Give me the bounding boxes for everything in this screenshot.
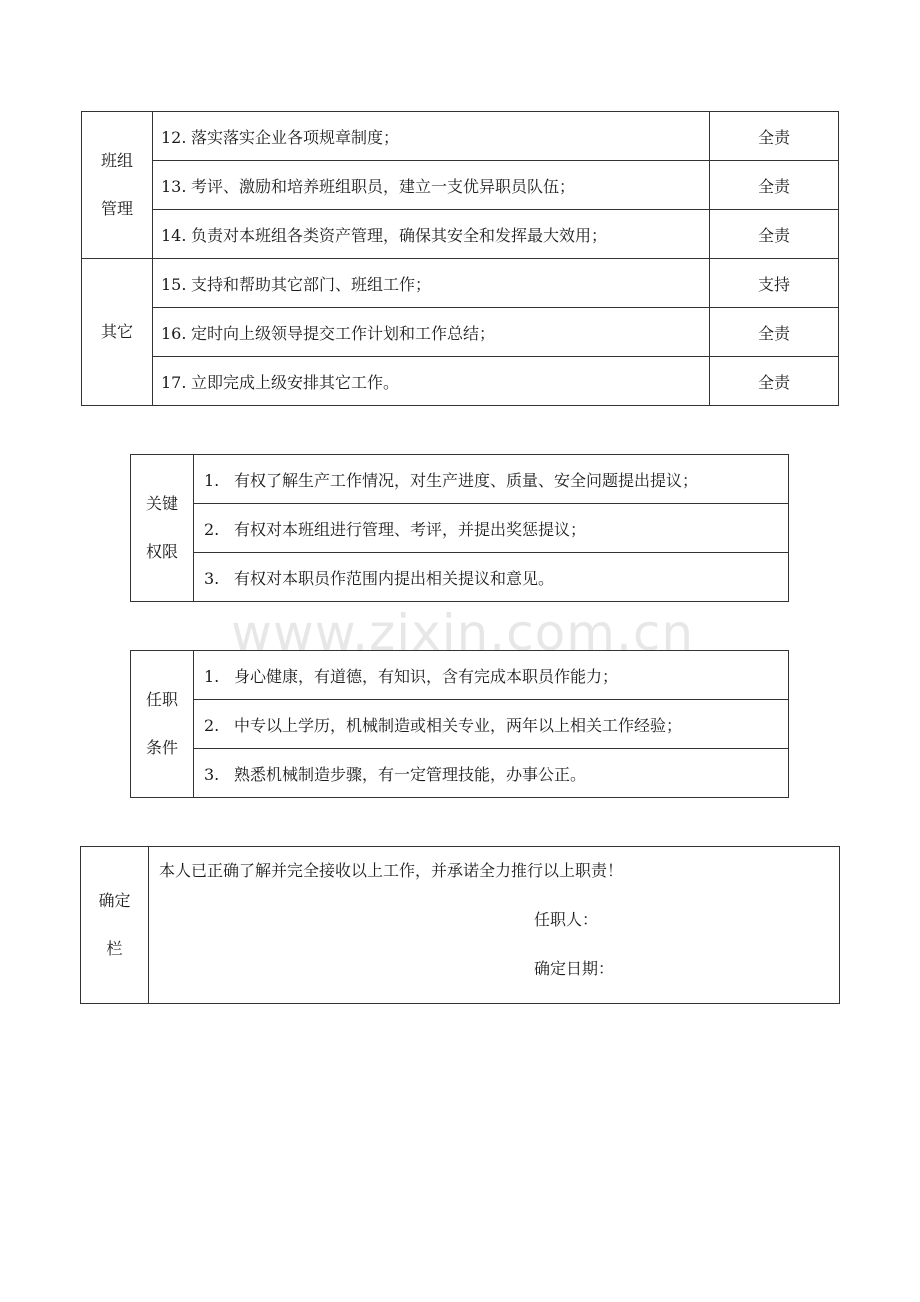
category-label: 确定 栏 — [98, 891, 131, 958]
duty-level: 全责 — [710, 112, 839, 161]
category-other — [82, 259, 153, 406]
authority-item — [194, 504, 789, 553]
item-text: 有权对本职员作范围内提出相关提议和意见。 — [234, 568, 555, 588]
item-number: 14. — [161, 225, 187, 245]
qualification-item — [194, 749, 789, 798]
duty-level: 支持 — [710, 259, 839, 308]
category-confirmation — [81, 847, 149, 1004]
responsibility-item — [153, 112, 710, 161]
table-row — [82, 357, 839, 406]
item-number: 2. — [204, 519, 220, 539]
duty-level: 全责 — [710, 357, 839, 406]
duty-level: 全责 — [710, 210, 839, 259]
item-number: 13. — [161, 176, 187, 196]
date-label: 确定日期： — [534, 959, 615, 978]
table-row — [131, 504, 789, 553]
item-number: 1. — [204, 470, 220, 490]
responsibility-item — [153, 210, 710, 259]
category-team-management — [82, 112, 153, 259]
item-text: 身心健康，有道德，有知识，含有完成本职员作能力； — [234, 666, 619, 686]
table-row — [82, 308, 839, 357]
authority-item — [194, 553, 789, 602]
table-row — [81, 847, 840, 1004]
qualification-item — [194, 700, 789, 749]
item-text: 考评、激励和培养班组职员，建立一支优异职员队伍； — [191, 176, 576, 196]
table-row — [131, 749, 789, 798]
table-row — [131, 553, 789, 602]
responsibility-item — [153, 161, 710, 210]
category-label: 关键 权限 — [145, 494, 178, 561]
item-text: 落实落实企业各项规章制度； — [191, 127, 400, 147]
item-number: 12. — [161, 127, 187, 147]
category-label: 其它 — [100, 322, 133, 341]
duty-level: 全责 — [710, 161, 839, 210]
key-authority-table — [130, 454, 789, 602]
item-text: 立即完成上级安排其它工作。 — [191, 372, 400, 392]
item-text: 支持和帮助其它部门、班组工作； — [191, 274, 432, 294]
category-label: 任职 条件 — [145, 690, 178, 757]
signer-label: 任职人： — [534, 910, 599, 929]
confirmation-table — [80, 846, 840, 1004]
responsibility-item — [153, 308, 710, 357]
responsibility-item — [153, 259, 710, 308]
responsibility-item — [153, 357, 710, 406]
item-number: 3. — [204, 568, 220, 588]
item-number: 16. — [161, 323, 187, 343]
item-text: 有权了解生产工作情况，对生产进度、质量、安全问题提出提议； — [234, 470, 699, 490]
table-row — [82, 112, 839, 161]
item-number: 1. — [204, 666, 220, 686]
table-row — [131, 700, 789, 749]
table-row — [131, 455, 789, 504]
item-text: 有权对本班组进行管理、考评，并提出奖惩提议； — [234, 519, 587, 539]
item-text: 负责对本班组各类资产管理，确保其安全和发挥最大效用； — [191, 225, 608, 245]
duty-level: 全责 — [710, 308, 839, 357]
item-number: 3. — [204, 764, 220, 784]
responsibilities-table — [81, 111, 839, 406]
watermark: www.zixin.com.cn — [231, 604, 695, 662]
category-label: 班组 管理 — [100, 151, 133, 218]
category-qualifications — [131, 651, 194, 798]
table-row — [82, 259, 839, 308]
item-text: 中专以上学历，机械制造或相关专业，两年以上相关工作经验； — [234, 715, 683, 735]
qualification-item — [194, 651, 789, 700]
confirmation-body — [149, 847, 840, 1004]
qualifications-table — [130, 650, 789, 798]
table-row — [82, 210, 839, 259]
item-text: 定时向上级领导提交工作计划和工作总结； — [191, 323, 496, 343]
item-number: 17. — [161, 372, 187, 392]
table-row — [131, 651, 789, 700]
item-text: 熟悉机械制造步骤，有一定管理技能，办事公正。 — [234, 764, 587, 784]
confirmation-statement: 本人已正确了解并完全接收以上工作，并承诺全力推行以上职责！ — [159, 861, 624, 880]
table-row — [82, 161, 839, 210]
category-key-authority — [131, 455, 194, 602]
item-number: 2. — [204, 715, 220, 735]
authority-item — [194, 455, 789, 504]
item-number: 15. — [161, 274, 187, 294]
